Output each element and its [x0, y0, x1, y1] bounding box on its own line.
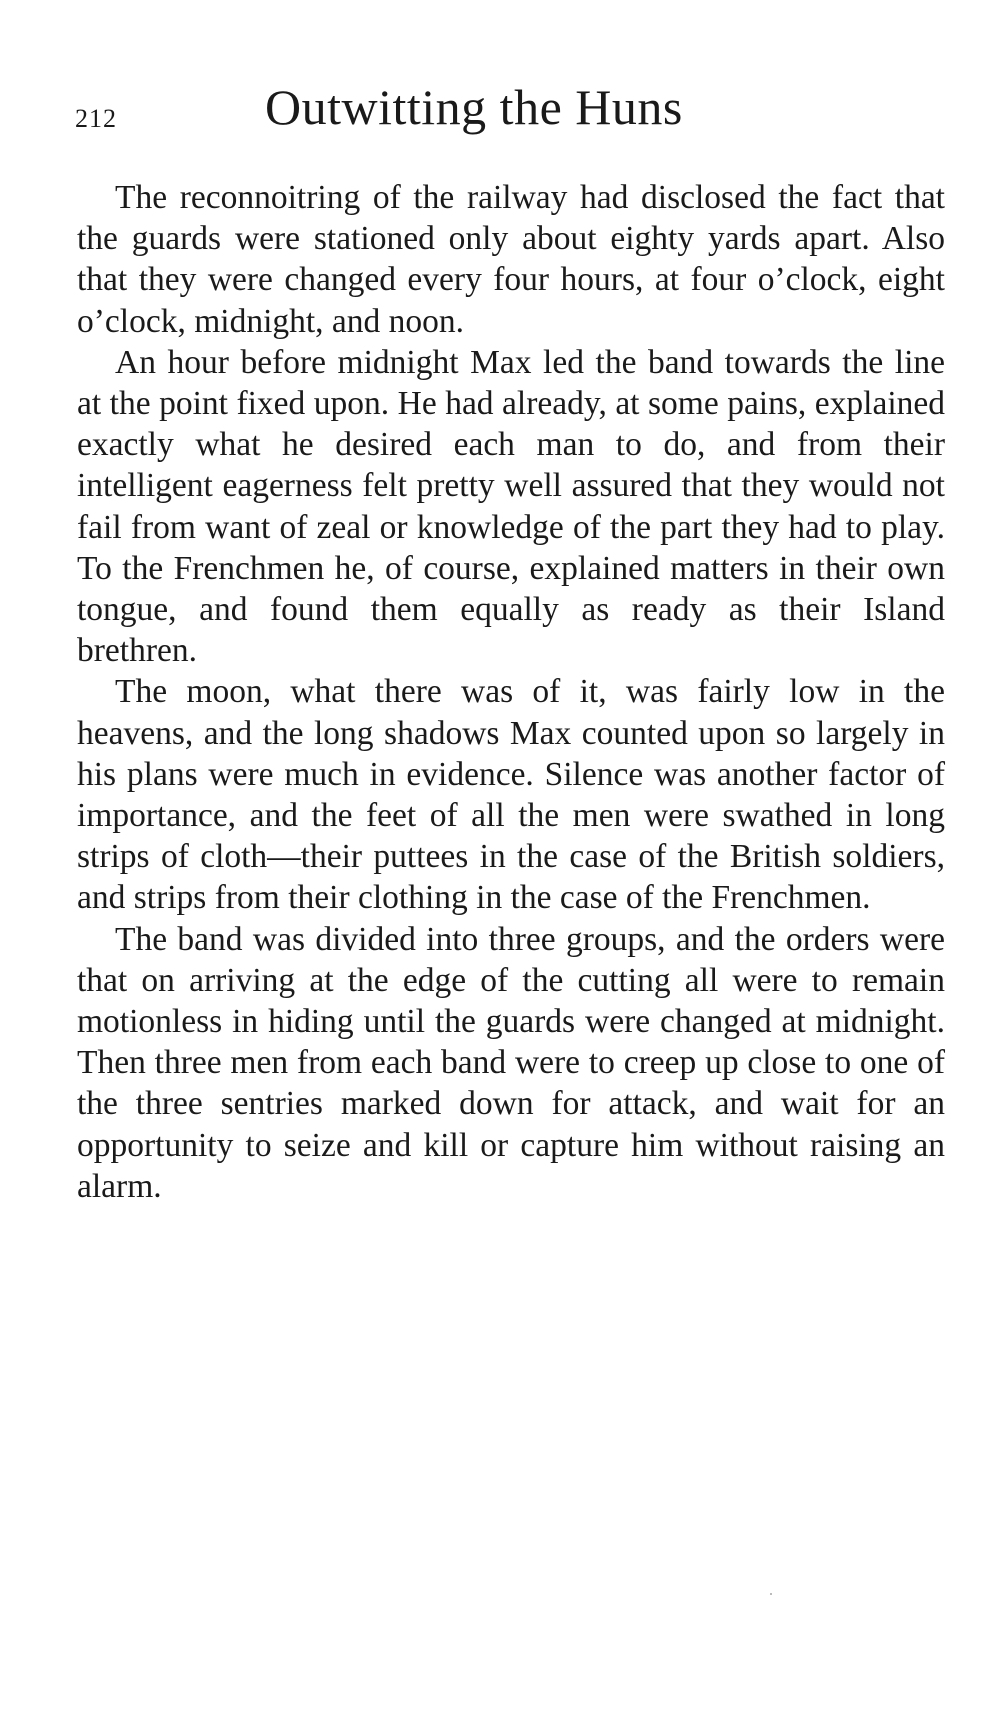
body-text: [77, 177, 945, 1207]
paragraph-1: The reconnoitring of the railway had disclosed the fact that the guards were stationed only about eighty yards apart. Also that they were changed every four hours, at four o’clock, eight o’clock, midnight, and noon.: [77, 179, 945, 340]
paragraph-2: An hour before midnight Max led the band towards the line at the point fixed upon. He had already, at some pains, explained exactly what he desired each man to do, and from their intelligent eagerness felt pretty well assured that they would not fail from want of zeal or knowledge of the part they had to play. To the Frenchmen he, of course, explained matters in their own tongue, and found them equally as ready as their Island brethren.: [77, 343, 945, 670]
paper-speck: [770, 1593, 772, 1595]
paragraph-3: The moon, what there was of it, was fairly low in the heavens, and the long shadows Max counted upon so largely in his plans were much in evidence. Silence was another factor of importance, and the feet of all the men were swathed in long strips of cloth—their puttees in the case of the British soldiers, and strips from their clothing in the case of the Frenchmen.: [77, 673, 945, 917]
page-number: 212: [75, 104, 117, 133]
running-title: Outwitting the Huns: [265, 79, 683, 135]
paragraph-4: The band was divided into three groups, and the orders were that on arriving at the edge of the cutting all were to remain motionless in hiding until the guards were changed at midnight. Then three men from each band were to creep up close to one of the three sentries marked down for attack, and wait for an opportunity to seize and kill or capture him without raising an alarm.: [77, 920, 945, 1205]
running-head: [75, 78, 955, 148]
